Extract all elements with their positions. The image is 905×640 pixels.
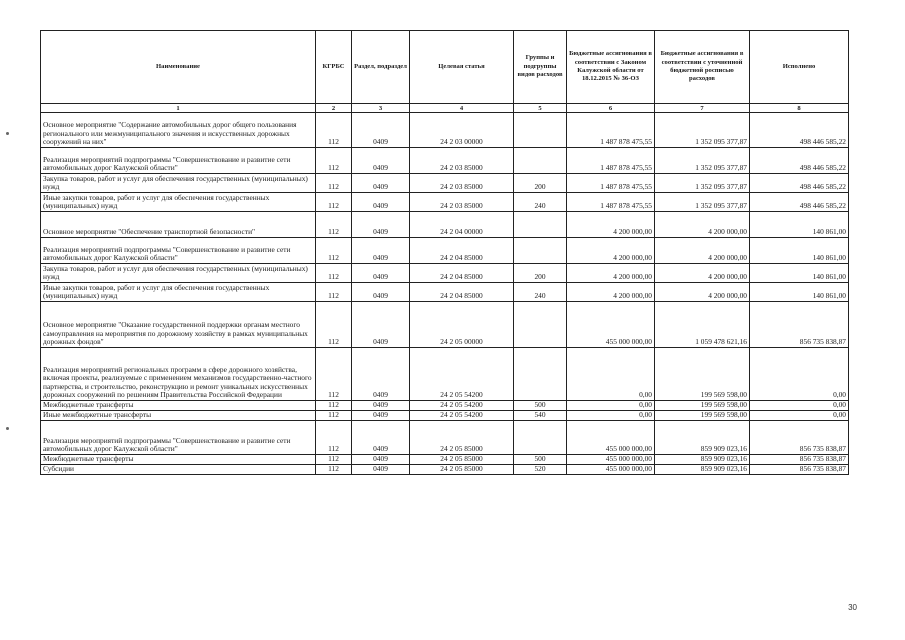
cell-refined: 859 909 023,16	[655, 421, 750, 455]
header-section: Раздел, подраздел	[352, 31, 410, 104]
cell-target: 24 2 03 85000	[410, 193, 514, 212]
cell-refined: 1 352 095 377,87	[655, 113, 750, 148]
cell-group: 200	[514, 264, 567, 283]
cell-executed: 0,00	[750, 411, 849, 421]
cell-executed: 498 446 585,22	[750, 113, 849, 148]
scan-mark	[6, 132, 9, 135]
cell-section: 0409	[352, 283, 410, 302]
cell-kgrbs: 112	[316, 238, 352, 264]
cell-name: Основное мероприятие "Обеспечение транспортной безопасности"	[41, 212, 316, 238]
header-groups: Группы и подгруппы видов расходов	[514, 31, 567, 104]
cell-target: 24 2 05 00000	[410, 302, 514, 348]
header-law: Бюджетные ассигнования в соответствии с Законом Калужской области от 18.12.2015 № 36-ОЗ	[567, 31, 655, 104]
column-number: 8	[750, 104, 849, 113]
cell-kgrbs: 112	[316, 283, 352, 302]
column-number: 1	[41, 104, 316, 113]
cell-section: 0409	[352, 421, 410, 455]
cell-kgrbs: 112	[316, 421, 352, 455]
cell-section: 0409	[352, 411, 410, 421]
cell-section: 0409	[352, 174, 410, 193]
cell-group	[514, 113, 567, 148]
header-refined: Бюджетные ассигнования в соответствии с уточненной бюджетной росписью расходов	[655, 31, 750, 104]
cell-refined: 199 569 598,00	[655, 401, 750, 411]
cell-executed: 0,00	[750, 348, 849, 401]
cell-group: 240	[514, 193, 567, 212]
table-row	[41, 401, 849, 411]
cell-section: 0409	[352, 302, 410, 348]
column-number: 3	[352, 104, 410, 113]
table-row	[41, 455, 849, 465]
cell-refined: 4 200 000,00	[655, 238, 750, 264]
table-row	[41, 113, 849, 148]
cell-law: 4 200 000,00	[567, 264, 655, 283]
cell-target: 24 2 03 00000	[410, 113, 514, 148]
table-row	[41, 212, 849, 238]
cell-section: 0409	[352, 401, 410, 411]
cell-law: 1 487 878 475,55	[567, 193, 655, 212]
cell-refined: 4 200 000,00	[655, 212, 750, 238]
cell-group: 520	[514, 465, 567, 475]
header-kgrbs: КГРБС	[316, 31, 352, 104]
cell-kgrbs: 112	[316, 264, 352, 283]
table-row	[41, 148, 849, 174]
column-numbers-row	[41, 104, 849, 113]
cell-section: 0409	[352, 193, 410, 212]
cell-name: Реализация мероприятий подпрограммы "Совершенствование и развитие сети автомобильных дорог Калужской области"	[41, 238, 316, 264]
header-executed: Исполнено	[750, 31, 849, 104]
cell-target: 24 2 05 54200	[410, 348, 514, 401]
cell-law: 0,00	[567, 411, 655, 421]
cell-target: 24 2 03 85000	[410, 148, 514, 174]
cell-target: 24 2 04 85000	[410, 264, 514, 283]
cell-target: 24 2 04 85000	[410, 283, 514, 302]
cell-section: 0409	[352, 212, 410, 238]
cell-name: Закупка товаров, работ и услуг для обеспечения государственных (муниципальных) нужд	[41, 264, 316, 283]
cell-law: 0,00	[567, 401, 655, 411]
cell-law: 455 000 000,00	[567, 455, 655, 465]
cell-executed: 140 861,00	[750, 283, 849, 302]
cell-law: 455 000 000,00	[567, 302, 655, 348]
cell-kgrbs: 112	[316, 348, 352, 401]
cell-name: Основное мероприятие "Оказание государственной поддержки органам местного самоуправления на мероприятия по дорожному хозяйству в рамках муниципальных дорожных фондов"	[41, 302, 316, 348]
scan-mark	[6, 427, 9, 430]
cell-refined: 199 569 598,00	[655, 348, 750, 401]
cell-name: Субсидии	[41, 465, 316, 475]
cell-section: 0409	[352, 113, 410, 148]
cell-kgrbs: 112	[316, 174, 352, 193]
cell-group	[514, 238, 567, 264]
cell-kgrbs: 112	[316, 113, 352, 148]
table-row	[41, 174, 849, 193]
cell-kgrbs: 112	[316, 465, 352, 475]
cell-group	[514, 212, 567, 238]
table-row	[41, 283, 849, 302]
cell-name: Иные межбюджетные трансферты	[41, 411, 316, 421]
cell-name: Основное мероприятие "Содержание автомобильных дорог общего пользования регионального или межмуниципального значения и искусственных дорожных сооружений на них"	[41, 113, 316, 148]
cell-law: 1 487 878 475,55	[567, 174, 655, 193]
cell-group	[514, 421, 567, 455]
cell-executed: 498 446 585,22	[750, 174, 849, 193]
cell-executed: 856 735 838,87	[750, 465, 849, 475]
cell-kgrbs: 112	[316, 212, 352, 238]
cell-target: 24 2 05 85000	[410, 455, 514, 465]
column-number: 7	[655, 104, 750, 113]
cell-group	[514, 302, 567, 348]
cell-kgrbs: 112	[316, 148, 352, 174]
cell-kgrbs: 112	[316, 455, 352, 465]
cell-target: 24 2 05 85000	[410, 465, 514, 475]
cell-refined: 859 909 023,16	[655, 465, 750, 475]
cell-executed: 856 735 838,87	[750, 455, 849, 465]
cell-group: 240	[514, 283, 567, 302]
cell-section: 0409	[352, 455, 410, 465]
cell-executed: 856 735 838,87	[750, 421, 849, 455]
cell-group: 500	[514, 455, 567, 465]
table-row	[41, 421, 849, 455]
table-row	[41, 465, 849, 475]
cell-target: 24 2 05 85000	[410, 421, 514, 455]
cell-law: 4 200 000,00	[567, 283, 655, 302]
table-row	[41, 238, 849, 264]
cell-refined: 1 352 095 377,87	[655, 193, 750, 212]
cell-target: 24 2 05 54200	[410, 401, 514, 411]
cell-group	[514, 148, 567, 174]
table-header-row	[41, 31, 849, 104]
cell-group: 540	[514, 411, 567, 421]
cell-kgrbs: 112	[316, 401, 352, 411]
cell-section: 0409	[352, 348, 410, 401]
cell-refined: 4 200 000,00	[655, 264, 750, 283]
cell-kgrbs: 112	[316, 411, 352, 421]
table-row	[41, 193, 849, 212]
cell-name: Межбюджетные трансферты	[41, 401, 316, 411]
budget-table	[40, 30, 849, 475]
cell-executed: 140 861,00	[750, 264, 849, 283]
cell-kgrbs: 112	[316, 193, 352, 212]
cell-target: 24 2 04 85000	[410, 238, 514, 264]
cell-law: 0,00	[567, 348, 655, 401]
cell-executed: 498 446 585,22	[750, 193, 849, 212]
cell-refined: 1 352 095 377,87	[655, 148, 750, 174]
cell-law: 455 000 000,00	[567, 465, 655, 475]
table-row	[41, 302, 849, 348]
cell-executed: 498 446 585,22	[750, 148, 849, 174]
table-row	[41, 348, 849, 401]
cell-law: 4 200 000,00	[567, 238, 655, 264]
cell-refined: 199 569 598,00	[655, 411, 750, 421]
cell-law: 1 487 878 475,55	[567, 148, 655, 174]
cell-section: 0409	[352, 148, 410, 174]
cell-executed: 0,00	[750, 401, 849, 411]
cell-name: Иные закупки товаров, работ и услуг для обеспечения государственных (муниципальных) нужд	[41, 193, 316, 212]
cell-name: Иные закупки товаров, работ и услуг для обеспечения государственных (муниципальных) нужд	[41, 283, 316, 302]
cell-target: 24 2 05 54200	[410, 411, 514, 421]
column-number: 4	[410, 104, 514, 113]
page-number: 30	[848, 603, 857, 612]
cell-refined: 1 352 095 377,87	[655, 174, 750, 193]
cell-executed: 856 735 838,87	[750, 302, 849, 348]
cell-section: 0409	[352, 238, 410, 264]
cell-law: 1 487 878 475,55	[567, 113, 655, 148]
cell-name: Закупка товаров, работ и услуг для обеспечения государственных (муниципальных) нужд	[41, 174, 316, 193]
table-row	[41, 411, 849, 421]
cell-kgrbs: 112	[316, 302, 352, 348]
cell-target: 24 2 04 00000	[410, 212, 514, 238]
cell-refined: 859 909 023,16	[655, 455, 750, 465]
header-name: Наименование	[41, 31, 316, 104]
cell-section: 0409	[352, 465, 410, 475]
cell-group	[514, 348, 567, 401]
column-number: 6	[567, 104, 655, 113]
cell-name: Межбюджетные трансферты	[41, 455, 316, 465]
cell-name: Реализация мероприятий региональных программ в сфере дорожного хозяйства, включая проекты, реализуемые с применением механизмов государственно-частного партнерства, и строительство, реконструкцию и ремонт уникальных искусственных дорожных сооружений по решениям Правительства Российской Федерации	[41, 348, 316, 401]
cell-section: 0409	[352, 264, 410, 283]
cell-target: 24 2 03 85000	[410, 174, 514, 193]
cell-law: 455 000 000,00	[567, 421, 655, 455]
cell-group: 500	[514, 401, 567, 411]
table-body	[41, 113, 849, 475]
cell-law: 4 200 000,00	[567, 212, 655, 238]
cell-name: Реализация мероприятий подпрограммы "Совершенствование и развитие сети автомобильных дорог Калужской области"	[41, 421, 316, 455]
cell-executed: 140 861,00	[750, 238, 849, 264]
column-number: 2	[316, 104, 352, 113]
header-target: Целевая статья	[410, 31, 514, 104]
cell-executed: 140 861,00	[750, 212, 849, 238]
cell-group: 200	[514, 174, 567, 193]
cell-name: Реализация мероприятий подпрограммы "Совершенствование и развитие сети автомобильных дорог Калужской области"	[41, 148, 316, 174]
table-row	[41, 264, 849, 283]
cell-refined: 1 059 478 621,16	[655, 302, 750, 348]
column-number: 5	[514, 104, 567, 113]
cell-refined: 4 200 000,00	[655, 283, 750, 302]
